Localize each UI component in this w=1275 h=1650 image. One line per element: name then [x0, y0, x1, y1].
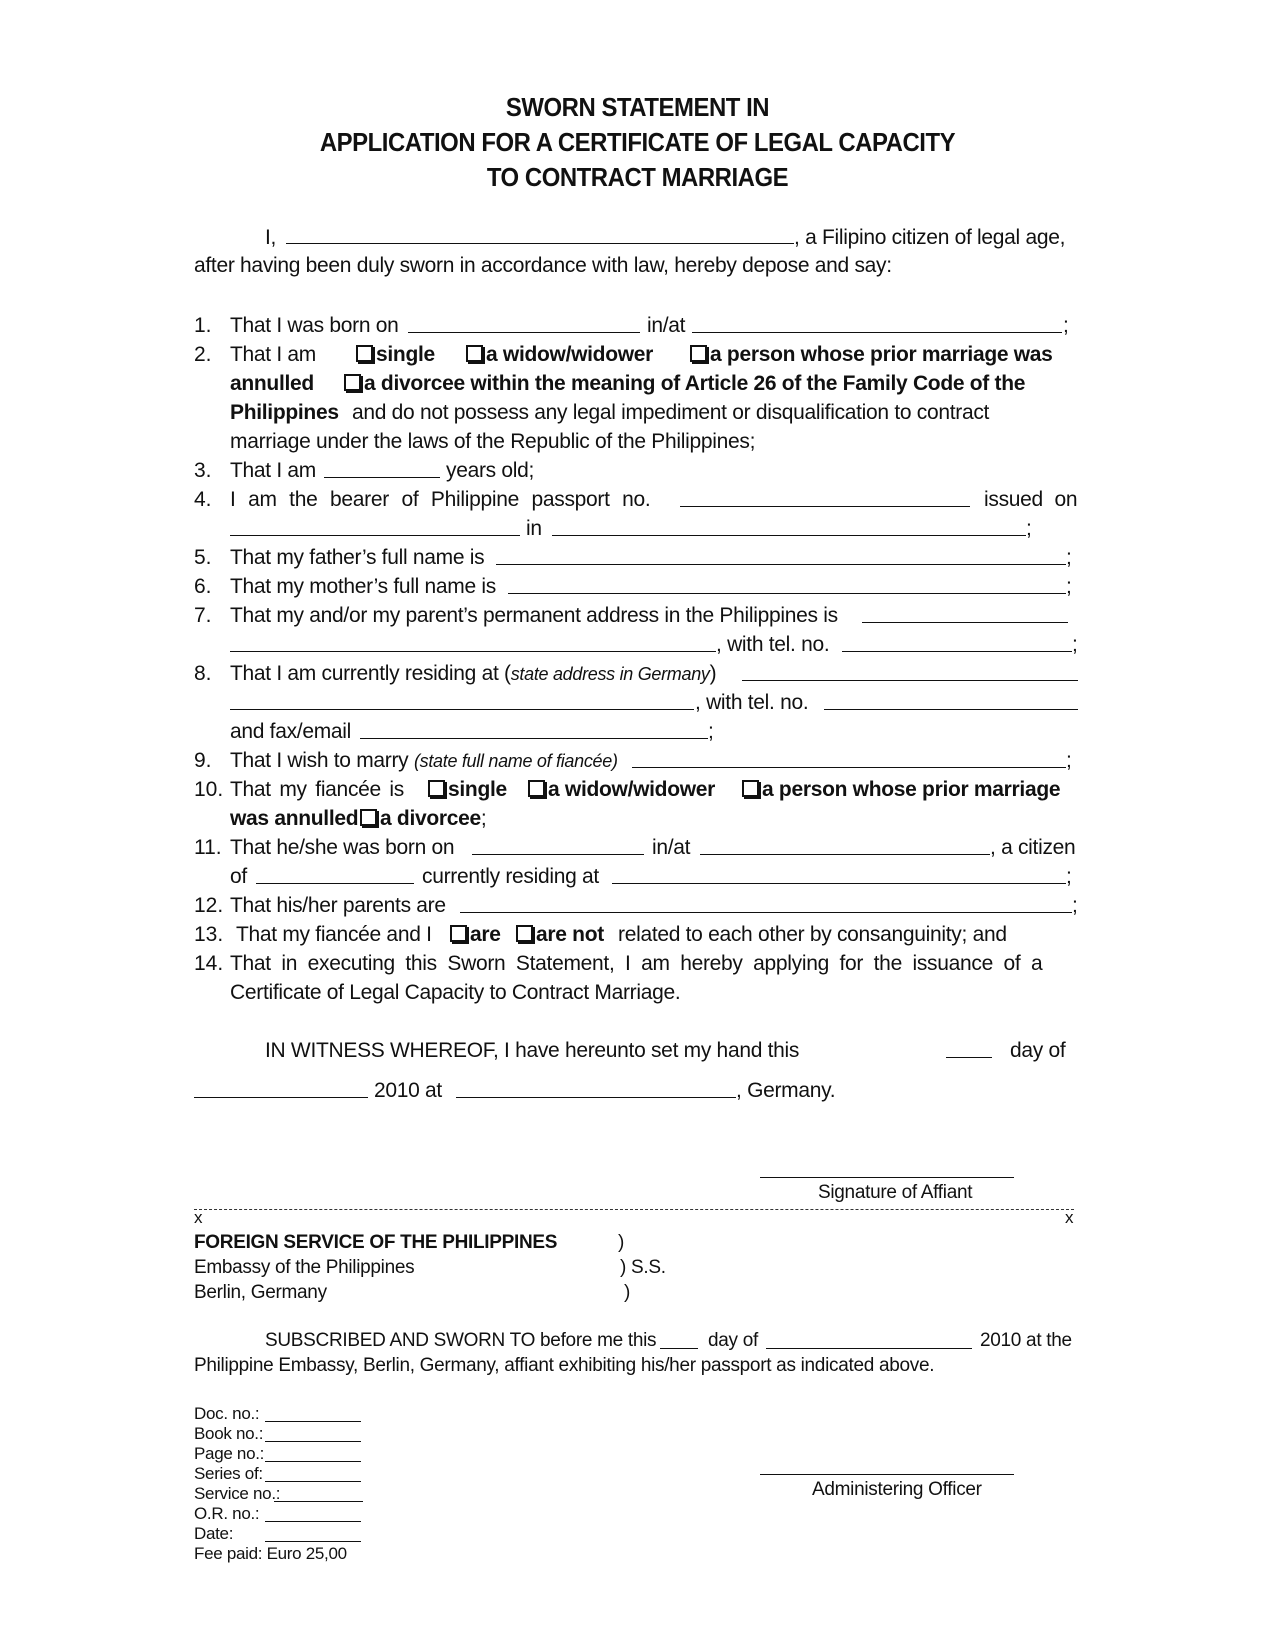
- fsp-city: Berlin, Germany: [194, 1282, 327, 1303]
- are-not-label: are not: [536, 923, 604, 946]
- item-number: 10.: [194, 778, 224, 801]
- subscribed-day-of: day of: [708, 1330, 758, 1351]
- passport-number-field[interactable]: [680, 506, 970, 507]
- annulled-label: a person whose prior marriage was: [710, 343, 1053, 366]
- item-4-label: I am the bearer of Philippine passport no.: [230, 488, 651, 511]
- intro-i: I,: [265, 226, 277, 249]
- witness-place-field[interactable]: [456, 1097, 736, 1098]
- age-field[interactable]: [324, 477, 440, 478]
- item-8-tel: , with tel. no.: [695, 691, 809, 714]
- philippines-label: Philippines: [230, 401, 339, 424]
- semicolon: ;: [1066, 749, 1072, 772]
- permanent-tel-field[interactable]: [842, 651, 1072, 652]
- item-13-rest: related to each other by consanguinity; and: [618, 923, 1007, 946]
- series-field[interactable]: [265, 1481, 361, 1482]
- fiancee-name-field[interactable]: [632, 767, 1066, 768]
- item-2-line-4: marriage under the laws of the Republic of the Philippines;: [230, 430, 756, 453]
- item-13-label: That my fiancée and I: [236, 923, 432, 946]
- checkbox-icon[interactable]: [360, 809, 377, 826]
- date-field[interactable]: [265, 1541, 361, 1542]
- item-1-born-label: That I was born on: [230, 314, 399, 337]
- item-number: 8.: [194, 662, 212, 685]
- are-label: are: [470, 923, 501, 946]
- are-not-option[interactable]: [516, 923, 604, 947]
- widow-label: a widow/widower: [486, 343, 654, 366]
- subscribed-month-field[interactable]: [766, 1348, 972, 1349]
- item-11-of: of: [230, 865, 247, 888]
- fiancee-divorcee-label: a divorcee: [380, 807, 481, 830]
- divorcee-option[interactable]: [344, 372, 1025, 396]
- checkbox-icon[interactable]: [742, 780, 759, 797]
- checkbox-icon[interactable]: [450, 925, 467, 942]
- semicolon: ;: [1072, 894, 1078, 917]
- fsp-paren-3: ): [624, 1282, 631, 1303]
- fiancee-widow-option[interactable]: [528, 778, 715, 802]
- item-5-label: That my father’s full name is: [230, 546, 485, 569]
- birth-date-field[interactable]: [408, 332, 640, 333]
- item-4-issued: issued on: [984, 488, 1078, 511]
- single-option[interactable]: [356, 343, 435, 367]
- annulled-label-cont: annulled: [230, 372, 314, 395]
- checkbox-icon[interactable]: [466, 345, 483, 362]
- item-number: 11.: [194, 836, 222, 859]
- item-number: 2.: [194, 343, 212, 366]
- doc-no-field[interactable]: [265, 1421, 361, 1422]
- page-no-label: Page no.:: [194, 1444, 265, 1463]
- germany-address-field[interactable]: [742, 680, 1078, 681]
- subscribed-year: 2010 at the: [980, 1330, 1072, 1351]
- or-no-label: O.R. no.:: [194, 1504, 260, 1523]
- witness-month-field[interactable]: [194, 1097, 368, 1098]
- item-8-hint: state address in Germany: [510, 664, 710, 684]
- semicolon: ;: [480, 807, 487, 830]
- passport-issue-place-field[interactable]: [552, 535, 1026, 536]
- subscribed-line-1: SUBSCRIBED AND SWORN TO before me this: [265, 1330, 657, 1351]
- item-11-citizen: , a citizen: [990, 836, 1076, 859]
- semicolon: ;: [1066, 865, 1072, 888]
- item-number: 4.: [194, 488, 212, 511]
- item-number: 12.: [194, 894, 224, 917]
- series-label: Series of:: [194, 1464, 263, 1483]
- item-number: 3.: [194, 459, 212, 482]
- item-7-tel: , with tel. no.: [716, 633, 830, 656]
- semicolon: ;: [1066, 575, 1072, 598]
- service-no-field[interactable]: [274, 1501, 363, 1502]
- item-3-years: years old;: [446, 459, 535, 482]
- doc-no-label: Doc. no.:: [194, 1404, 260, 1423]
- subscribed-day-field[interactable]: [660, 1348, 698, 1349]
- item-3-label: That I am: [230, 459, 316, 482]
- are-option[interactable]: [450, 923, 501, 947]
- page-no-field[interactable]: [265, 1461, 361, 1462]
- cut-mark-right: x: [1065, 1208, 1074, 1227]
- witness-germany: , Germany.: [736, 1079, 836, 1102]
- title-line-2: APPLICATION FOR A CERTIFICATE OF LEGAL CAPACITY: [319, 127, 956, 157]
- service-no-label: Service no.:: [194, 1484, 281, 1503]
- item-9-text: That I wish to marry: [230, 749, 409, 772]
- germany-tel-field[interactable]: [824, 709, 1078, 710]
- item-11-inat: in/at: [652, 836, 691, 859]
- fiancee-single-option[interactable]: [428, 778, 507, 802]
- item-number: 6.: [194, 575, 212, 598]
- fiancee-annulled-cont: was annulled: [230, 807, 359, 830]
- intro-line-2: after having been duly sworn in accordance with law, hereby depose and say:: [194, 254, 892, 277]
- item-4-in: in: [526, 517, 542, 540]
- cut-mark-left: x: [194, 1208, 203, 1227]
- semicolon: ;: [1063, 314, 1069, 337]
- intro-citizen: , a Filipino citizen of legal age,: [794, 226, 1066, 249]
- germany-address-field-2[interactable]: [230, 709, 694, 710]
- item-9-hint: (state full name of fiancée): [413, 751, 618, 771]
- item-14-line-1: That in executing this Sworn Statement, I am hereby applying for the issuance of a: [230, 952, 1043, 975]
- checkbox-icon[interactable]: [690, 345, 707, 362]
- fiancee-parents-field[interactable]: [460, 912, 1072, 913]
- divorcee-label: a divorcee within the meaning of Article 26 of the Family Code of the: [364, 372, 1026, 395]
- affiant-signature-line[interactable]: [760, 1177, 1014, 1178]
- fiancee-birth-place-field[interactable]: [700, 854, 990, 855]
- checkbox-icon[interactable]: [516, 925, 533, 942]
- item-8-paren: ): [709, 662, 717, 685]
- item-number: 7.: [194, 604, 212, 627]
- item-11-residing: currently residing at: [422, 865, 599, 888]
- item-8-label: [230, 662, 716, 686]
- fiancee-annulled-option[interactable]: [742, 778, 1060, 802]
- signature-label: Signature of Affiant: [818, 1182, 973, 1203]
- annulled-option[interactable]: [690, 343, 1053, 367]
- book-no-field[interactable]: [265, 1441, 361, 1442]
- father-name-field[interactable]: [496, 564, 1066, 565]
- book-no-label: Book no.:: [194, 1424, 264, 1443]
- item-7-label: That my and/or my parent’s permanent address in the Philippines is: [230, 604, 838, 627]
- item-number: 1.: [194, 314, 212, 337]
- cut-line: [194, 1209, 1074, 1210]
- item-11-label: That he/she was born on: [230, 836, 455, 859]
- fax-email-field[interactable]: [360, 738, 708, 739]
- permanent-address-field[interactable]: [862, 622, 1068, 623]
- item-10-label: That my fiancée is: [230, 778, 404, 801]
- fiancee-divorcee-option[interactable]: [360, 807, 486, 831]
- officer-signature-line[interactable]: [760, 1474, 1014, 1475]
- passport-issue-date-field[interactable]: [230, 535, 520, 536]
- birth-place-field[interactable]: [692, 332, 1062, 333]
- name-field[interactable]: [286, 243, 794, 244]
- item-2-label: That I am: [230, 343, 316, 366]
- fsp-paren-1: ): [618, 1232, 625, 1253]
- item-2-rest: and do not possess any legal impediment or disqualification to contract: [352, 401, 990, 424]
- checkbox-icon[interactable]: [528, 780, 545, 797]
- widow-option[interactable]: [466, 343, 653, 367]
- mother-name-field[interactable]: [508, 593, 1066, 594]
- semicolon: ;: [1066, 546, 1072, 569]
- fiancee-widow-label: a widow/widower: [548, 778, 716, 801]
- fee-paid: Fee paid: Euro 25,00: [194, 1544, 347, 1563]
- fiancee-annulled-label: a person whose prior marriage: [762, 778, 1061, 801]
- fiancee-residence-field[interactable]: [612, 883, 1066, 884]
- date-label: Date:: [194, 1524, 234, 1543]
- permanent-address-field-2[interactable]: [230, 651, 716, 652]
- item-6-label: That my mother’s full name is: [230, 575, 496, 598]
- witness-line-1: IN WITNESS WHEREOF, I have hereunto set my hand this: [265, 1039, 800, 1062]
- item-8-fax: and fax/email: [230, 720, 352, 743]
- item-1-inat-label: in/at: [647, 314, 686, 337]
- single-label: single: [376, 343, 435, 366]
- title-line-1: SWORN STATEMENT IN: [505, 92, 770, 122]
- item-number: 13.: [194, 923, 224, 946]
- officer-label: Administering Officer: [812, 1479, 982, 1500]
- semicolon: ;: [708, 720, 714, 743]
- checkbox-icon[interactable]: [344, 374, 361, 391]
- checkbox-icon[interactable]: [428, 780, 445, 797]
- fiancee-citizenship-field[interactable]: [256, 883, 414, 884]
- or-no-field[interactable]: [265, 1521, 361, 1522]
- fiancee-birth-date-field[interactable]: [472, 854, 644, 855]
- witness-year: 2010 at: [374, 1079, 442, 1102]
- fiancee-single-label: single: [448, 778, 507, 801]
- semicolon: ;: [1072, 633, 1078, 656]
- item-number: 5.: [194, 546, 212, 569]
- fsp-ss: ) S.S.: [620, 1257, 666, 1278]
- item-8-text: That I am currently residing at (: [230, 662, 511, 685]
- item-number: 14.: [194, 952, 224, 975]
- fsp-heading: FOREIGN SERVICE OF THE PHILIPPINES: [194, 1232, 558, 1253]
- witness-day-field[interactable]: [946, 1057, 992, 1058]
- item-14-line-2: Certificate of Legal Capacity to Contract Marriage.: [230, 981, 681, 1004]
- fsp-embassy: Embassy of the Philippines: [194, 1257, 415, 1278]
- checkbox-icon[interactable]: [356, 345, 373, 362]
- semicolon: ;: [1026, 517, 1032, 540]
- item-9-label: [230, 749, 618, 773]
- item-12-label: That his/her parents are: [230, 894, 446, 917]
- subscribed-line-2: Philippine Embassy, Berlin, Germany, affiant exhibiting his/her passport as indicated above.: [194, 1355, 935, 1376]
- item-number: 9.: [194, 749, 212, 772]
- witness-day-of: day of: [1010, 1039, 1066, 1062]
- title-line-3: TO CONTRACT MARRIAGE: [486, 162, 789, 192]
